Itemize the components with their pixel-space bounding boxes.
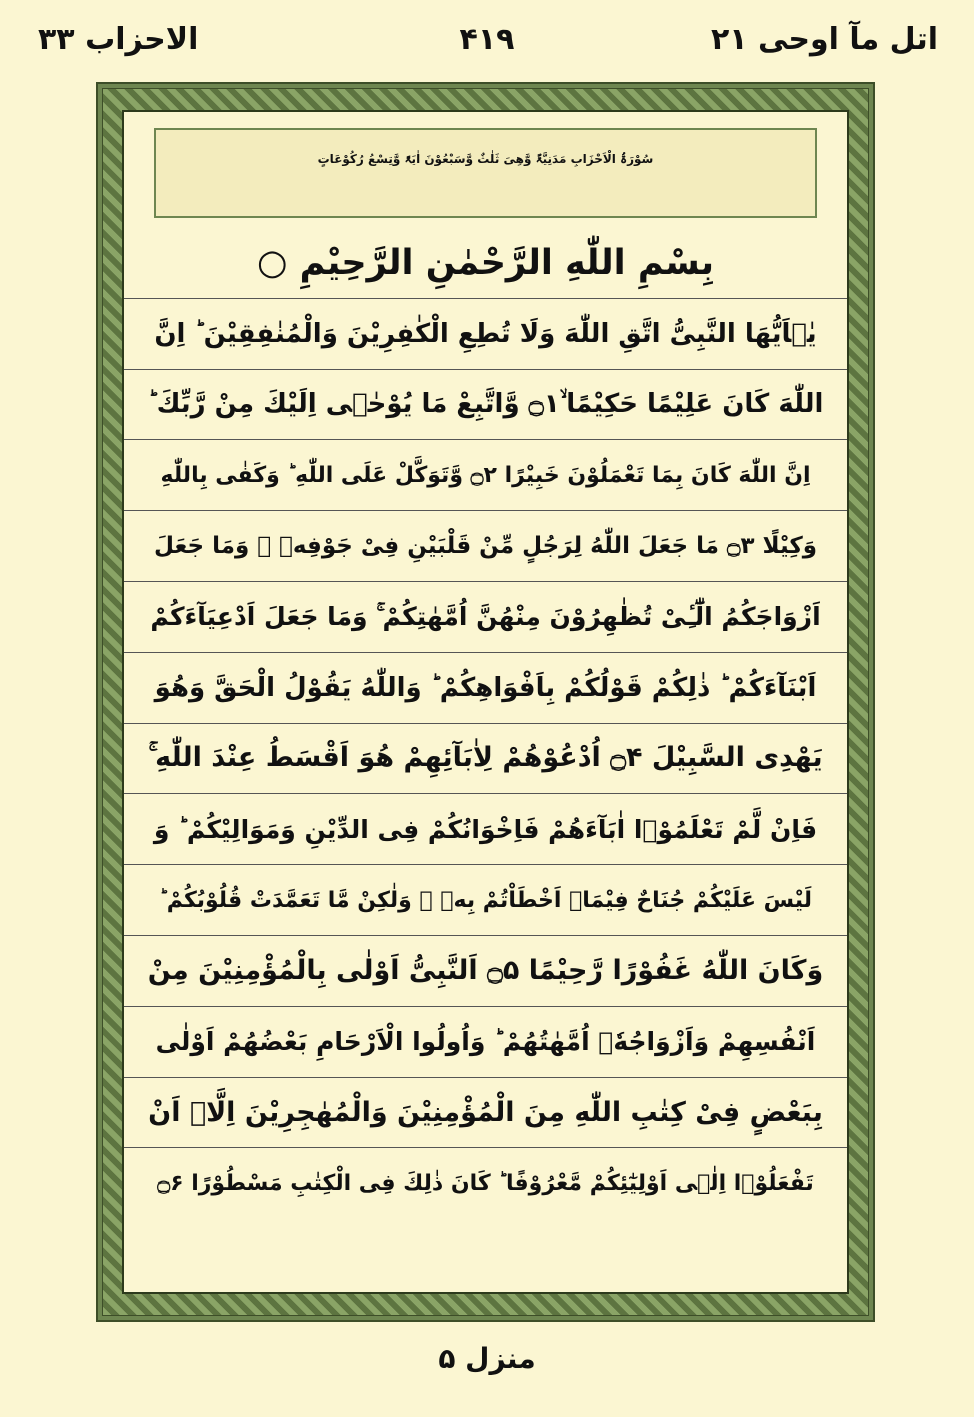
line-text: اَنْفُسِهِمْ وَاَزْوَاجُهٗۤ اُمَّهٰتُهُمْ ؕ وَاُولُوا الْاَرْحَامِ بَعْضُهُمْ اَوْلٰى (155, 1027, 816, 1057)
text-line (124, 299, 847, 370)
manzil-label: منزل ۵ (438, 1342, 536, 1375)
text-line (124, 1148, 847, 1219)
line-text: یٰۤاَیُّهَا النَّبِیُّ اتَّقِ اللّٰهَ وَلَا تُطِعِ الْكٰفِرِیْنَ وَالْمُنٰفِقِیْنَ ؕ اِنَّ (154, 318, 817, 349)
line-text: اَبْنَآءَكُمْ ؕ ذٰلِكُمْ قَوْلُكُمْ بِاَفْوَاهِكُمْ ؕ وَاللّٰهُ یَقُوْلُ الْحَقَّ وَهُوَ (154, 672, 817, 703)
juz-name: اتل مآ اوحی ۲۱ (710, 22, 938, 57)
line-text: بِبَعْضٍ فِیْ كِتٰبِ اللّٰهِ مِنَ الْمُؤْمِنِیْنَ وَالْمُهٰجِرِیْنَ اِلَّاۤ اَنْ (148, 1096, 823, 1128)
line-text: فَاِنْ لَّمْ تَعْلَمُوْۤا اٰبَآءَهُمْ فَاِخْوَانُكُمْ فِی الدِّیْنِ وَمَوَالِیْكُمْ ؕ وَ (153, 814, 818, 844)
page-number: ۴۱۹ (459, 22, 515, 57)
decorative-border (96, 82, 875, 1322)
text-line (124, 794, 847, 865)
line-text: یَهْدِی السَّبِیْلَ ۝۴ اُدْعُوْهُمْ لِاٰبَآئِهِمْ هُوَ اَقْسَطُ عِنْدَ اللّٰهِ ۚ (148, 742, 823, 774)
text-panel (122, 110, 849, 1294)
line-text: اللّٰهَ كَانَ عَلِیْمًا حَكِیْمًا ۙ۝۱ وَّاتَّبِعْ مَا یُوْحٰۤی اِلَیْكَ مِنْ رَّبِّكَ ؕ (147, 388, 824, 419)
line-text: وَكِیْلًا ۝۳ مَا جَعَلَ اللّٰهُ لِرَجُلٍ مِّنْ قَلْبَیْنِ فِیْ جَوْفِهٖ ۚ وَمَا جَعَلَ (153, 533, 818, 560)
line-text: وَكَانَ اللّٰهُ غَفُوْرًا رَّحِیْمًا ۝۵ اَلنَّبِیُّ اَوْلٰى بِالْمُؤْمِنِیْنَ مِنْ (147, 955, 824, 987)
text-line (124, 653, 847, 724)
text-line (124, 724, 847, 795)
surah-heading-box (154, 128, 817, 218)
text-line (124, 440, 847, 511)
surah-name: الاحزاب ۳۳ (38, 22, 199, 57)
text-line (124, 1007, 847, 1078)
line-text: بِسْمِ اللّٰهِ الرَّحْمٰنِ الرَّحِیْمِ ○ (256, 242, 715, 283)
line-text: لَیْسَ عَلَیْكُمْ جُنَاحٌ فِیْمَاۤ اَخْطَاْتُمْ بِهٖ ۙ وَلٰكِنْ مَّا تَعَمَّدَتْ قُلُوْبُكُمْ ؕ (159, 887, 812, 913)
verse-lines (124, 228, 847, 1219)
text-line (124, 936, 847, 1007)
text-line (124, 370, 847, 441)
page-header (0, 0, 974, 80)
text-line (124, 582, 847, 653)
line-text: تَفْعَلُوْۤا اِلٰۤى اَوْلِیٰٓئِكُمْ مَّعْرُوْفًا ؕ كَانَ ذٰلِكَ فِی الْكِتٰبِ مَسْطُوْرًا ۝۶ (157, 1171, 814, 1197)
text-line (124, 228, 847, 299)
surah-heading: سُوْرَۃُ الْاَحْزَابِ مَدَنِیَّۃٌ وَّهِیَ ثَلٰثٌ وَّسَبْعُوْنَ اٰیَۃً وَّتِسْعُ رُکُوْعَاتٍ (317, 152, 654, 166)
line-text: اِنَّ اللّٰهَ كَانَ بِمَا تَعْمَلُوْنَ خَبِیْرًا ۝۲ وَّتَوَكَّلْ عَلَى اللّٰهِ ؕ وَكَفٰى بِاللّٰهِ (160, 462, 811, 488)
line-text: اَزْوَاجَكُمُ الّٰٓـِٔیْ تُظٰهِرُوْنَ مِنْهُنَّ اُمَّهٰتِكُمْ ۚ وَمَا جَعَلَ اَدْعِیَآءَكُمْ (150, 601, 821, 631)
text-line (124, 511, 847, 582)
text-line (124, 1078, 847, 1149)
text-line (124, 865, 847, 936)
